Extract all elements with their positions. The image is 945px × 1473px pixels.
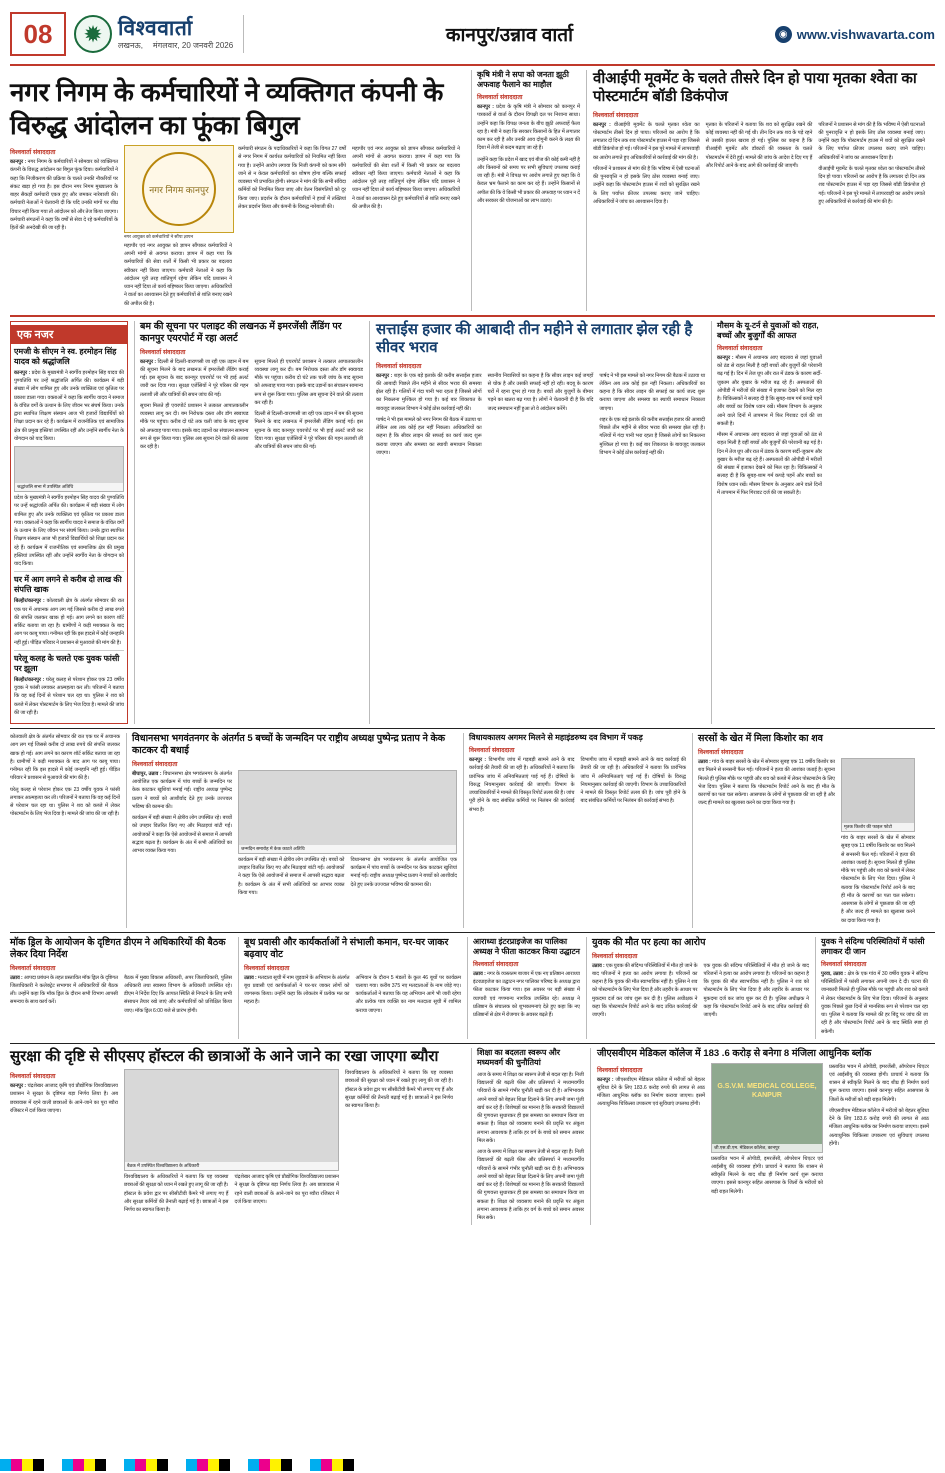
cyan-swatch xyxy=(0,1459,11,1471)
youth-death-text-2: एक युवक की संदिग्ध परिस्थितियों में मौत हो जाने के बाद परिजनों ने हत्या का आरोप लगाया है। परिजनों का कहना है कि युवक की मौत स्वाभाविक नहीं है। पुलिस ने शव को पोस्टमार्टम के लिए भेज दिया है और तहरीर के आधार पर मुकदमा दर्ज कर जांच शुरू कर दी है। पुलिस अधीक्षक ने कहा कि पोस्टमार्टम रिपोर्ट आने के बाद उचित कार्रवाई की जाएगी। xyxy=(703,962,809,1019)
birthday-headline: विधानसभा भगवंतनगर के अंतर्गत 5 बच्चों के जन्मदिन पर राष्ट्रीय अध्यक्ष पुष्पेन्द्र प्रताप ने केक काटकर दी बधाई xyxy=(132,733,446,757)
sarson-text-1: गांव के बाहर सरसों के खेत में सोमवार सुबह एक 11 वर्षीय किशोर का शव मिलने से सनसनी फैल गई। परिजनों ने हत्या की आशंका जताई है। सूचना मिलते ही पुलिस मौके पर पहुंची और शव को कब्जे में लेकर पोस्टमार्टम के लिए भेज दिया। पुलिस ने बताया कि पोस्टमार्टम रिपोर्ट आने के बाद ही मौत के कारणों का पता चल सकेगा। आसपास के लोगों से पूछताछ की जा रही है और जल्द ही मामले का खुलासा करने का दावा किया गया है। xyxy=(698,759,835,807)
black-swatch xyxy=(343,1459,354,1471)
ek-nazar-headline-3: घरेलू कलह के चलते एक युवक फांसी पर झूला xyxy=(14,653,120,673)
left-filler-text-2: घरेलू कलह से परेशान होकर एक 23 वर्षीय युवक ने फांसी लगाकर आत्महत्या कर ली। परिजनों ने बताया कि वह कई दिनों से परेशान चल रहा था। पुलिस ने शव को कब्जे में लेकर पोस्टमार्टम के लिए भेज दिया है। मामले की जांच की जा रही है। xyxy=(10,786,120,818)
birthday-text-1b: कार्यक्रम में बड़ी संख्या में क्षेत्रीय लोग उपस्थित रहे। बच्चों को उपहार वितरित किए गए और मिठाइयां बांटी गईं। आयोजकों ने कहा कि ऐसे आयोजनों से समाज में आपसी सद्भाव बढ़ता है। कार्यक्रम के अंत में सभी अतिथियों का आभार व्यक्त किया गया। xyxy=(132,815,232,855)
ek-nazar-item-3 xyxy=(14,654,124,717)
page-number: 08 xyxy=(10,12,66,56)
article-vibhag xyxy=(463,733,686,928)
krishi-byline: विश्ववार्ता संवाददाता xyxy=(477,94,523,101)
birthday-photo xyxy=(238,770,457,854)
magenta-swatch xyxy=(11,1459,22,1471)
hostel-text-4: विश्वविद्यालय के अधिकारियों ने बताया कि यह व्यवस्था छात्राओं की सुरक्षा को ध्यान में रखते हुए लागू की जा रही है। हॉस्टल के प्रवेश द्वार पर सीसीटीवी कैमरे भी लगाए गए हैं और सुरक्षा कर्मियों की तैनाती बढ़ाई गई है। छात्राओं ने इस निर्णय का स्वागत किया है। xyxy=(345,1070,453,1110)
magenta-swatch xyxy=(197,1459,208,1471)
black-swatch xyxy=(33,1459,44,1471)
lead-text-col2b: महापौर एवं नगर आयुक्त को ज्ञापन सौंपकर कर्मचारियों ने अपनी मांगों से अवगत कराया। ज्ञापन में कहा गया कि कर्मचारियों की सेवा शर्तों में किसी भी प्रकार का बदलाव स्वीकार नहीं किया जाएगा। कर्मचारी नेताओं ने कहा कि आंदोलन पूरी तरह शांतिपूर्ण रहेगा लेकिन यदि प्रशासन ने ध्यान नहीं दिया तो कार्य बहिष्कार किया जाएगा। अधिकारियों ने वार्ता का आश्वासन देते हुए कर्मचारियों से शांति बनाए रखने की अपील की है। xyxy=(124,242,232,307)
website-url: www.vishwavarta.com xyxy=(796,26,935,42)
yellow-swatch xyxy=(22,1459,33,1471)
vibhag-text-1: विभागीय जांच में गड़बड़ी सामने आने के बाद कार्रवाई की तैयारी की जा रही है। अधिकारियों ने बताया कि प्रारंभिक जांच में अनियमितताएं पाई गई हैं। दोषियों के विरुद्ध नियमानुसार कार्रवाई की जाएगी। विभाग के उच्चाधिकारियों ने मामले की विस्तृत रिपोर्ट तलब की है। जांच पूरी होने के बाद संबंधित कर्मियों पर निलंबन की कार्रवाई संभव है। xyxy=(469,757,575,813)
row-three xyxy=(10,733,935,928)
mausam-byline: विश्ववार्ता संवाददाता xyxy=(717,344,763,352)
sarson-byline: विश्ववार्ता संवाददाता xyxy=(698,749,744,757)
ek-nazar-text-3: घरेलू कलह से परेशान होकर एक 23 वर्षीय युवक ने फांसी लगाकर आत्महत्या कर ली। परिजनों ने बताया कि वह कई दिनों से परेशान चल रहा था। पुलिस ने शव को कब्जे में लेकर पोस्टमार्टम के लिए भेज दिया है। मामले की जांच की जा रही है। xyxy=(14,676,124,716)
krishi-text-1: प्रदेश के कृषि मंत्री ने सोमवार को कानपुर में पत्रकारों से वार्ता के दौरान विपक्षी दल पर निशाना साधा। उन्होंने कहा कि विपक्ष जनता के बीच झूठी अफवाहें फैला रहा है। मंत्री ने कहा कि सरकार किसानों के हित में लगातार काम कर रही है और उनकी आय दोगुनी करने के लक्ष्य की दिशा में तेजी से कदम बढ़ाए जा रहे हैं। xyxy=(477,104,580,152)
hostel-text-1: चंद्रशेखर आजाद कृषि एवं प्रौद्योगिक विश्वविद्यालय प्रशासन ने सुरक्षा के दृष्टिगत बड़ा निर्णय लिया है। अब छात्रावास में रहने वाली छात्राओं के आने-जाने का पूरा ब्यौरा रजिस्टर में दर्ज किया जाएगा। xyxy=(10,1083,118,1114)
vibhag-text-2: विभागीय जांच में गड़बड़ी सामने आने के बाद कार्रवाई की तैयारी की जा रही है। अधिकारियों ने बताया कि प्रारंभिक जांच में अनियमितताएं पाई गई हैं। दोषियों के विरुद्ध नियमानुसार कार्रवाई की जाएगी। विभाग के उच्चाधिकारियों ने मामले की विस्तृत रिपोर्ट तलब की है। जांच पूरी होने के बाद संबंधित कर्मियों पर निलंबन की कार्रवाई संभव है। xyxy=(580,757,686,805)
magenta-swatch xyxy=(73,1459,84,1471)
ek-nazar-text-2: कोतवाली क्षेत्र के अंतर्गत सोमवार की रात एक घर में अचानक आग लग गई जिससे करीब दो लाख रुपये की संपत्ति जलकर खाक हो गई। आग लगने का कारण शॉर्ट सर्किट बताया जा रहा है। ग्रामीणों ने कड़ी मशक्कत के बाद आग पर काबू पाया। गनीमत रही कि इस हादसे में कोई जनहानि नहीं हुई। पीड़ित परिवार ने प्रशासन से मुआवजे की मांग की है। xyxy=(14,598,124,646)
suicide-dateline: पुरवा, उन्नाव : xyxy=(821,970,846,977)
article-lead xyxy=(10,70,465,311)
sewer-headline: सत्ताईस हजार की आबादी तीन महीने से लगातार झेल रही है सीवर भराव xyxy=(376,320,693,357)
hostel-byline: विश्ववार्ता संवाददाता xyxy=(10,1073,56,1081)
column-left-filler xyxy=(10,733,120,928)
ek-nazar-text-1b: प्रदेश के मुख्यमंत्री ने स्वर्गीय हरमोहन सिंह यादव की पुण्यतिथि पर उन्हें श्रद्धांजलि अर्पित की। कार्यक्रम में बड़ी संख्या में लोग शामिल हुए और उनके व्यक्तित्व एवं कृतित्व पर प्रकाश डाला गया। वक्ताओं ने कहा कि स्वर्गीय यादव ने समाज के वंचित वर्गों के उत्थान के लिए जीवन भर संघर्ष किया। उनके द्वारा स्थापित शिक्षण संस्थान आज भी हजारों विद्यार्थियों को शिक्षा प्रदान कर रहे हैं। कार्यक्रम में राजनीतिक एवं सामाजिक क्षेत्र की प्रमुख हस्तियां उपस्थित रहीं और उन्होंने स्वर्गीय नेता के योगदान को याद किया। xyxy=(14,495,124,568)
booth-text-1: मतदाता सूची में नाम जुड़वाने के अभियान के अंतर्गत बूथ प्रवासी एवं कार्यकर्ताओं ने घर-घर जाकर लोगों को जागरूक किया। उन्होंने कहा कि लोकतंत्र में प्रत्येक मत का महत्व है। xyxy=(244,974,350,1006)
sewer-text-3: पार्षद ने भी इस मामले को नगर निगम की बैठक में उठाया था लेकिन अब तक कोई हल नहीं निकला। अधिकारियों का कहना है कि सीवर लाइन की सफाई का कार्य जल्द शुरू कराया जाएगा और समस्या का स्थायी समाधान निकाला जाएगा। xyxy=(599,372,706,412)
yellow-swatch xyxy=(270,1459,281,1471)
sewer-dateline: कानपुर : xyxy=(376,372,393,379)
suicide-byline: विश्ववार्ता संवाददाता xyxy=(821,960,867,968)
sewer-text-1b: पार्षद ने भी इस मामले को नगर निगम की बैठक में उठाया था लेकिन अब तक कोई हल नहीं निकला। अधिकारियों का कहना है कि सीवर लाइन की सफाई का कार्य जल्द शुरू कराया जाएगा और समस्या का स्थायी समाधान निकाला जाएगा। xyxy=(376,416,482,456)
youth-death-headline: युवक की मौत पर हत्या का आरोप xyxy=(592,936,706,948)
ek-nazar-label: एक नजर xyxy=(11,325,127,344)
lead-text-col2: कर्मचारी संगठन के पदाधिकारियों ने कहा कि विगत 27 वर्षों से नगर निगम में कार्यरत कर्मचारियों को नियमित नहीं किया गया है। उन्होंने आरोप लगाया कि निजी कंपनी को काम सौंपे जाने से न केवल कर्मचारियों का शोषण होगा बल्कि सफाई व्यवस्था भी प्रभावित होगी। संगठन ने मांग की कि सभी संविदा कर्मियों को नियमित किया जाए और वेतन विसंगतियों को दूर किया जाए। प्रदर्शन के दौरान कर्मचारियों ने हाथों में तख्तियां लेकर प्रदर्शन किया और कंपनी के विरुद्ध नारेबाजी की। xyxy=(238,146,346,210)
row-four xyxy=(10,937,935,1039)
black-swatch xyxy=(95,1459,106,1471)
youth-death-text-1: एक युवक की संदिग्ध परिस्थितियों में मौत हो जाने के बाद परिजनों ने हत्या का आरोप लगाया है। परिजनों का कहना है कि युवक की मौत स्वाभाविक नहीं है। पुलिस ने शव को पोस्टमार्टम के लिए भेज दिया है और तहरीर के आधार पर मुकदमा दर्ज कर जांच शुरू कर दी है। पुलिस अधीक्षक ने कहा कि पोस्टमार्टम रिपोर्ट आने के बाद उचित कार्रवाई की जाएगी। xyxy=(592,962,698,1019)
mausam-text: मौसम में अचानक आए बदलाव से जहां युवाओं को ठंड से राहत मिली है वहीं बच्चों और बुजुर्गों की परेशानी बढ़ गई है। दिन में तेज धूप और रात में ठंडक के कारण सर्दी-जुकाम और बुखार के मरीज बढ़ रहे हैं। अस्पतालों की ओपीडी में मरीजों की संख्या में इजाफा देखने को मिल रहा है। चिकित्सकों ने सलाह दी है कि सुबह-शाम गर्म कपड़े पहनें और बच्चों का विशेष ध्यान रखें। मौसम विभाग के अनुसार आने वाले दिनों में तापमान में फिर गिरावट दर्ज की जा सकती है। xyxy=(717,354,822,427)
newspaper-logo xyxy=(74,15,244,53)
article-education xyxy=(471,1048,584,1226)
cmyk-group-4 xyxy=(186,1459,230,1473)
gsvm-text-1: जीएसवीएम मेडिकल कॉलेज में मरीजों को बेहतर सुविधा देने के लिए 183.6 करोड़ रुपये की लागत से आठ मंजिला आधुनिक ब्लॉक का निर्माण कराया जाएगा। इसमें अत्याधुनिक चिकित्सा उपकरण एवं सुविधाएं उपलब्ध होंगी। xyxy=(597,1076,705,1108)
ek-nazar-box xyxy=(10,321,128,724)
gsvm-photo-caption: जी.एस.वी.एम. मेडिकल कॉलेज, कानपुर xyxy=(712,1144,822,1152)
cyan-swatch xyxy=(310,1459,321,1471)
krishi-headline: कृषि मंत्री ने सपा को जनता झूठी अफवाह फैलाने का माहौल xyxy=(477,70,569,89)
ek-nazar-headline-2: घर में आग लगने से करीब दो लाख की संपत्ति खाक xyxy=(14,575,122,595)
ek-nazar-photo-1 xyxy=(14,446,124,492)
article-suicide xyxy=(815,937,928,1039)
article-youth-death xyxy=(586,937,809,1039)
emblem-label: नगर निगम कानपुर xyxy=(149,184,209,195)
cyan-swatch xyxy=(248,1459,259,1471)
masthead xyxy=(10,8,935,66)
gsvm-byline: विश्ववार्ता संवाददाता xyxy=(597,1066,643,1074)
article-gsvm xyxy=(590,1048,929,1226)
article-booth xyxy=(238,937,461,1039)
gsvm-text-4: जीएसवीएम मेडिकल कॉलेज में मरीजों को बेहतर सुविधा देने के लिए 183.6 करोड़ रुपये की लागत से आठ मंजिला आधुनिक ब्लॉक का निर्माण कराया जाएगा। इसमें अत्याधुनिक चिकित्सा उपकरण एवं सुविधाएं उपलब्ध होंगी। xyxy=(829,1107,929,1147)
shweta-dateline: कानपुर : xyxy=(593,121,611,128)
hostel-dateline: कानपुर : xyxy=(10,1083,27,1090)
article-mock-drill xyxy=(10,937,232,1039)
lead-dateline: कानपुर : xyxy=(10,159,27,165)
article-krishi-mantri xyxy=(471,70,580,311)
shweta-headline: वीआईपी मूवमेंट के चलते तीसरे दिन हो पाया मृतका श्वेता का पोस्टमार्टम बॉडी डिकंपोज xyxy=(593,70,917,106)
sewer-text-1: शहर के एक बड़े इलाके की करीब सत्ताईस हजार की आबादी पिछले तीन महीने से सीवर भराव की समस्या झेल रही है। गलियों में गंदा पानी भरा रहता है जिससे लोगों का निकलना मुश्किल हो गया है। कई बार शिकायत के बावजूद जलकल विभाग ने कोई ठोस कार्रवाई नहीं की। xyxy=(376,372,482,412)
sarson-text-2: गांव के बाहर सरसों के खेत में सोमवार सुबह एक 11 वर्षीय किशोर का शव मिलने से सनसनी फैल गई। परिजनों ने हत्या की आशंका जताई है। सूचना मिलते ही पुलिस मौके पर पहुंची और शव को कब्जे में लेकर पोस्टमार्टम के लिए भेज दिया। पुलिस ने बताया कि पोस्टमार्टम रिपोर्ट आने के बाद ही मौत के कारणों का पता चल सकेगा। आसपास के लोगों से पूछताछ की जा रही है और जल्द ही मामले का खुलासा करने का दावा किया गया है। xyxy=(841,835,915,924)
cmyk-group-6 xyxy=(310,1459,354,1473)
shweta-text-1b: परिजनों ने प्रशासन से मांग की है कि भविष्य में ऐसी घटनाओं की पुनरावृत्ति न हो इसके लिए ठोस व्यवस्था बनाई जाए। उन्होंने कहा कि पोस्टमार्टम हाउस में शवों को सुरक्षित रखने के लिए पर्याप्त फ्रीजर उपलब्ध कराए जाने चाहिए। अधिकारियों ने जांच का आश्वासन दिया है। xyxy=(593,165,700,205)
cmyk-group-3 xyxy=(124,1459,168,1473)
left-filler-text: कोतवाली क्षेत्र के अंतर्गत सोमवार की रात एक घर में अचानक आग लग गई जिससे करीब दो लाख रुपये की संपत्ति जलकर खाक हो गई। आग लगने का कारण शॉर्ट सर्किट बताया जा रहा है। ग्रामीणों ने कड़ी मशक्कत के बाद आग पर काबू पाया। गनीमत रही कि इस हादसे में कोई जनहानि नहीं हुई। पीड़ित परिवार ने प्रशासन से मुआवजे की मांग की है। xyxy=(10,734,120,782)
sewer-text-3b: शहर के एक बड़े इलाके की करीब सत्ताईस हजार की आबादी पिछले तीन महीने से सीवर भराव की समस्या झेल रही है। गलियों में गंदा पानी भरा रहता है जिससे लोगों का निकलना मुश्किल हो गया है। कई बार शिकायत के बावजूद जलकल विभाग ने कोई ठोस कार्रवाई नहीं की। xyxy=(599,416,706,456)
hostel-photo-caption: बैठक में उपस्थित विश्वविद्यालय के अधिकारी xyxy=(125,1162,338,1170)
cmyk-group-5 xyxy=(248,1459,292,1473)
article-shweta-postmortem xyxy=(586,70,925,311)
shweta-text-3: परिजनों ने प्रशासन से मांग की है कि भविष्य में ऐसी घटनाओं की पुनरावृत्ति न हो इसके लिए ठोस व्यवस्था बनाई जाए। उन्होंने कहा कि पोस्टमार्टम हाउस में शवों को सुरक्षित रखने के लिए पर्याप्त फ्रीजर उपलब्ध कराए जाने चाहिए। अधिकारियों ने जांच का आश्वासन दिया है। xyxy=(818,121,926,161)
sarson-dateline: उन्नाव : xyxy=(698,759,711,766)
vibhag-headline: विधायकालय अगमर मिलने से महाइंडरुष्य दव विभाग में पकड़ xyxy=(469,733,643,743)
education-headline: शिक्षा का बदलता स्वरूप और मध्यमवर्ग की चुनौतियां xyxy=(477,1047,561,1067)
article-hostel xyxy=(10,1048,465,1226)
yellow-swatch xyxy=(332,1459,343,1471)
logo-date: मंगलवार, 20 जनवरी 2026 xyxy=(152,41,234,50)
cyan-swatch xyxy=(124,1459,135,1471)
article-birthday xyxy=(126,733,457,928)
booth-headline: बूथ प्रवासी और कार्यकर्ताओं ने संभाली कमान, घर-घर जाकर बढ़वाए वोट xyxy=(244,936,449,960)
aaraya-byline: विश्ववार्ता संवाददाता xyxy=(473,960,519,968)
education-text: आज के समय में शिक्षा का स्वरूप तेजी से बदल रहा है। निजी विद्यालयों की बढ़ती फीस और प्रतिस्पर्धा ने मध्यमवर्गीय परिवारों के सामने गंभीर चुनौती खड़ी कर दी है। अभिभावक अपने बच्चों को बेहतर शिक्षा दिलाने के लिए अपनी जमा पूंजी खर्च कर रहे हैं। विशेषज्ञों का मानना है कि सरकारी विद्यालयों की गुणवत्ता सुधारकर ही इस समस्या का समाधान किया जा सकता है। शिक्षा को व्यवसाय बनाने की प्रवृत्ति पर अंकुश लगाना आवश्यक है ताकि हर वर्ग के बच्चे को समान अवसर मिल सके। xyxy=(477,1071,584,1144)
article-sewer xyxy=(369,321,705,724)
article-mausam xyxy=(711,321,822,724)
mock-drill-text-1: आपदा प्रबंधन के तहत प्रस्तावित मॉक ड्रिल के दृष्टिगत जिलाधिकारी ने कलेक्ट्रेट सभागार में अधिकारियों की बैठक ली। उन्होंने कहा कि मॉक ड्रिल के दौरान सभी विभाग आपसी समन्वय के साथ कार्य करें। xyxy=(10,974,118,1006)
mock-drill-headline: मॉक ड्रिल के आयोजन के दृष्टिगत डीएम ने अधिकारियों की बैठक लेकर दिया निर्देश xyxy=(10,936,226,960)
cmyk-group-1 xyxy=(0,1459,44,1473)
lead-photo-caption: नगर आयुक्त को कर्मचारियों ने सौंपा ज्ञापन xyxy=(124,234,194,239)
booth-text-2: अभियान के दौरान 5 मंडलों के कुल 46 बूथों पर कार्यक्रम चलाया गया। करीब 375 नए मतदाताओं के नाम जोड़े गए। कार्यकर्ताओं ने बताया कि यह अभियान आगे भी जारी रहेगा और प्रत्येक पात्र व्यक्ति का नाम मतदाता सूची में शामिल कराया जाएगा। xyxy=(355,974,461,1014)
bomb-text-1: दिल्ली से दिल्ली-वाराणसी जा रही एक उड़ान में बम की सूचना मिलने के बाद लखनऊ में इमरजेंसी लैंडिंग कराई गई। इस सूचना के बाद कानपुर एयरपोर्ट पर भी हाई अलर्ट जारी कर दिया गया। सुरक्षा एजेंसियों ने पूरे परिसर की गहन तलाशी ली और यात्रियों की सघन जांच की गई। xyxy=(140,358,249,398)
sarson-photo xyxy=(841,758,915,832)
ek-nazar-item-1 xyxy=(14,347,124,569)
shweta-text-1: वीआईपी मूवमेंट के चलते मृतका श्वेता का पोस्टमार्टम तीसरे दिन हो पाया। परिजनों का आरोप है कि लगातार दो दिन तक शव पोस्टमार्टम हाउस में पड़ा रहा जिससे बॉडी डिकंपोज हो गई। परिजनों ने इस पूरे मामले में लापरवाही का आरोप लगाते हुए अधिकारियों से कार्रवाई की मांग की है। xyxy=(593,121,700,161)
cyan-swatch xyxy=(62,1459,73,1471)
color-registration-bar xyxy=(0,1459,945,1473)
krishi-text-2: उन्होंने कहा कि प्रदेश में खाद एवं बीज की कोई कमी नहीं है और किसानों को समय पर सभी सुविधाएं उपलब्ध कराई जा रही हैं। मंत्री ने विपक्ष पर आरोप लगाते हुए कहा कि वे केवल भ्रम फैलाने का काम कर रहे हैं। उन्होंने किसानों से अपील की कि वे किसी भी प्रकार की अफवाह पर ध्यान न दें और सरकार की योजनाओं का लाभ उठाएं। xyxy=(477,156,580,204)
sarson-headline: सरसों के खेत में मिला किशोर का शव xyxy=(698,733,823,745)
article-sarson xyxy=(692,733,915,928)
ek-nazar-dateline-1: कानपुर : xyxy=(14,369,31,376)
shweta-text-3b: वीआईपी मूवमेंट के चलते मृतका श्वेता का पोस्टमार्टम तीसरे दिन हो पाया। परिजनों का आरोप है कि लगातार दो दिन तक शव पोस्टमार्टम हाउस में पड़ा रहा जिससे बॉडी डिकंपोज हो गई। परिजनों ने इस पूरे मामले में लापरवाही का आरोप लगाते हुए अधिकारियों से कार्रवाई की मांग की है। xyxy=(818,165,926,205)
booth-dateline: उन्नाव : xyxy=(244,974,257,981)
mock-drill-dateline: उन्नाव : xyxy=(10,974,23,981)
gsvm-photo-text: G.S.V.M. MEDICAL COLLEGE, KANPUR xyxy=(717,1082,817,1099)
mausam-dateline: कानपुर : xyxy=(717,354,734,361)
youth-death-dateline: उन्नाव : xyxy=(592,962,605,969)
gsvm-text-2: प्रस्तावित भवन में ओपीडी, इमरजेंसी, ऑपरेशन थिएटर एवं आईसीयू की व्यवस्था होगी। प्राचार्य ने बताया कि शासन से स्वीकृति मिलने के बाद शीघ्र ही निर्माण कार्य शुरू कराया जाएगा। इससे कानपुर सहित आसपास के जिलों के मरीजों को बड़ी राहत मिलेगी। xyxy=(711,1155,823,1195)
cmyk-group-2 xyxy=(62,1459,106,1473)
birthday-text-1: विधानसभा क्षेत्र भगवंतनगर के अंतर्गत आयोजित एक कार्यक्रम में पांच बच्चों के जन्मदिन पर केक काटकर खुशियां मनाई गईं। राष्ट्रीय अध्यक्ष पुष्पेन्द्र प्रताप ने बच्चों को आशीर्वाद देते हुए उनके उज्ज्वल भविष्य की कामना की। xyxy=(132,770,232,810)
ek-nazar-text-1: प्रदेश के मुख्यमंत्री ने स्वर्गीय हरमोहन सिंह यादव की पुण्यतिथि पर उन्हें श्रद्धांजलि अर्पित की। कार्यक्रम में बड़ी संख्या में लोग शामिल हुए और उनके व्यक्तित्व एवं कृतित्व पर प्रकाश डाला गया। वक्ताओं ने कहा कि स्वर्गीय यादव ने समाज के वंचित वर्गों के उत्थान के लिए जीवन भर संघर्ष किया। उनके द्वारा स्थापित शिक्षण संस्थान आज भी हजारों विद्यार्थियों को शिक्षा प्रदान कर रहे हैं। कार्यक्रम में राजनीतिक एवं सामाजिक क्षेत्र की प्रमुख हस्तियां उपस्थित रहीं और उन्होंने स्वर्गीय नेता के योगदान को याद किया। xyxy=(14,369,124,442)
gsvm-headline: जीएसवीएम मेडिकल कॉलेज में 183 .6 करोड़ से बनेगा 8 मंजिला आधुनिक ब्लॉक xyxy=(597,1047,872,1059)
black-swatch xyxy=(281,1459,292,1471)
ek-nazar-dateline-3: बिल्हौर/कानपुर : xyxy=(14,676,45,683)
birthday-byline: विश्ववार्ता संवाददाता xyxy=(132,760,178,768)
lead-headline: नगर निगम के कर्मचारियों ने व्यक्तिगत कंपनी के विरुद्ध आंदोलन का फूंका बिगुल xyxy=(10,77,444,140)
magenta-swatch xyxy=(321,1459,332,1471)
aaraya-text: नगर के व्यस्ततम बाजार में एक नए प्रतिष्ठान आराध्या इंटरप्राइजेज का उद्घाटन नगर पालिका परिषद के अध्यक्ष द्वारा फीता काटकर किया गया। इस अवसर पर बड़ी संख्या में व्यापारी एवं गणमान्य नागरिक उपस्थित रहे। अध्यक्ष ने प्रतिष्ठान के संचालक को शुभकामनाएं देते हुए कहा कि नए प्रतिष्ठानों से क्षेत्र में रोजगार के अवसर बढ़ते हैं। xyxy=(473,970,580,1019)
birthday-text-2: कार्यक्रम में बड़ी संख्या में क्षेत्रीय लोग उपस्थित रहे। बच्चों को उपहार वितरित किए गए और मिठाइयां बांटी गईं। आयोजकों ने कहा कि ऐसे आयोजनों से समाज में आपसी सद्भाव बढ़ता है। कार्यक्रम के अंत में सभी अतिथियों का आभार व्यक्त किया गया। xyxy=(238,856,345,896)
logo-title: विश्ववार्ता xyxy=(118,17,193,40)
sarson-photo-caption: मृतक किशोर की फाइल फोटो xyxy=(842,823,914,831)
bomb-text-2b: दिल्ली से दिल्ली-वाराणसी जा रही एक उड़ान में बम की सूचना मिलने के बाद लखनऊ में इमरजेंसी लैंडिंग कराई गई। इस सूचना के बाद कानपुर एयरपोर्ट पर भी हाई अलर्ट जारी कर दिया गया। सुरक्षा एजेंसियों ने पूरे परिसर की गहन तलाशी ली और यात्रियों की सघन जांच की गई। xyxy=(254,411,363,451)
black-swatch xyxy=(219,1459,230,1471)
aaraya-dateline: उन्नाव : xyxy=(473,970,486,977)
mock-drill-byline: विश्ववार्ता संवाददाता xyxy=(10,964,56,972)
aaraya-headline: आराध्या इंटरप्राइजेज का पालिका अध्यक्ष ने फीता काटकर किया उद्घाटन xyxy=(473,936,580,956)
row-top xyxy=(10,70,935,311)
bomb-headline: बम की सूचना पर पलाइट की लखनऊ में इमरजेंसी लैंडिंग पर कानपुर एयरपोर्ट में रहा अलर्ट xyxy=(140,320,342,344)
globe-icon: ◉ xyxy=(775,26,792,43)
magenta-swatch xyxy=(135,1459,146,1471)
gsvm-text-3: प्रस्तावित भवन में ओपीडी, इमरजेंसी, ऑपरेशन थिएटर एवं आईसीयू की व्यवस्था होगी। प्राचार्य ने बताया कि शासन से स्वीकृति मिलने के बाद शीघ्र ही निर्माण कार्य शुरू कराया जाएगा। इससे कानपुर सहित आसपास के जिलों के मरीजों को बड़ी राहत मिलेगी। xyxy=(829,1063,929,1103)
sewer-text-2: स्थानीय निवासियों का कहना है कि सीवर लाइन कई जगहों से चोक है और उसकी सफाई नहीं हो रही। बदबू के कारण घरों में रहना दूभर हो गया है। बच्चों और बुजुर्गों के बीमार पड़ने का खतरा बढ़ गया है। लोगों ने चेतावनी दी है कि यदि जल्द समाधान नहीं हुआ तो वे आंदोलन करेंगे। xyxy=(487,372,594,412)
mausam-headline: मौसम के यू-टर्न से युवाओं को राहत, बच्चों और बुजुर्गों की आफत xyxy=(717,320,819,340)
lead-text-col1: नगर निगम के कर्मचारियों ने सोमवार को व्यक्तिगत कंपनी के विरुद्ध आंदोलन का बिगुल फूंक दिया। कर्मचारियों ने कहा कि निजीकरण की प्रक्रिया के चलते उनकी नौकरियों पर संकट खड़ा हो गया है। इस दौरान नगर निगम मुख्यालय के बाहर सैकड़ों कर्मचारी एकत्र हुए और जमकर नारेबाजी की। कर्मचारी नेताओं ने चेतावनी दी कि यदि उनकी मांगों पर शीघ्र विचार नहीं किया गया तो आंदोलन को और तेज किया जाएगा। कर्मचारी संगठनों ने कहा कि वर्षों से सेवा दे रहे कर्मचारियों के हितों की अनदेखी की जा रही है। xyxy=(10,159,118,231)
gsvm-dateline: कानपुर : xyxy=(597,1076,614,1083)
website-link[interactable] xyxy=(775,26,935,43)
yellow-swatch xyxy=(146,1459,157,1471)
vibhag-byline: विश्ववार्ता संवाददाता xyxy=(469,747,515,755)
hostel-text-2: विश्वविद्यालय के अधिकारियों ने बताया कि यह व्यवस्था छात्राओं की सुरक्षा को ध्यान में रखते हुए लागू की जा रही है। हॉस्टल के प्रवेश द्वार पर सीसीटीवी कैमरे भी लगाए गए हैं और सुरक्षा कर्मियों की तैनाती बढ़ाई गई है। छात्राओं ने इस निर्णय का स्वागत किया है। xyxy=(124,1174,229,1214)
bomb-text-2: सूचना मिलते ही एयरपोर्ट प्रशासन ने तत्काल आपातकालीन व्यवस्था लागू कर दी। बम निरोधक दस्ता और डॉग स्क्वायड मौके पर पहुंचा। करीब दो घंटे तक चली जांच के बाद सूचना को अफवाह पाया गया। इसके बाद उड़ानों का संचालन सामान्य रूप से शुरू किया गया। पुलिस अब सूचना देने वाले की तलाश कर रही है। xyxy=(254,358,363,406)
mock-drill-text-2: बैठक में मुख्य विकास अधिकारी, अपर जिलाधिकारी, पुलिस अधिकारी तथा स्वास्थ्य विभाग के अधिकारी उपस्थित रहे। डीएम ने निर्देश दिए कि आपात स्थिति से निपटने के लिए सभी संसाधन तैयार रखे जाएं और कर्मचारियों को प्रशिक्षित किया जाए। मॉक ड्रिल 6:00 बजे से प्रारंभ होगी। xyxy=(124,974,232,1014)
ek-nazar-dateline-2: बिल्हौर/कानपुर : xyxy=(14,598,45,605)
peacock-logo-icon: ✹ xyxy=(74,15,112,53)
lead-byline: विश्ववार्ता संवाददाता xyxy=(10,149,56,156)
row-middle xyxy=(10,321,935,724)
article-bomb-alert xyxy=(134,321,363,724)
suicide-headline: युवक ने संदिग्ध परिस्थितियों में फांसी लगाकर दी जान xyxy=(821,936,925,956)
hostel-headline: सुरक्षा की दृष्टि से सीएसए हॉस्टल की छात्राओं के आने जाने का रखा जाएगा ब्यौरा xyxy=(10,1047,439,1065)
municipal-emblem-photo xyxy=(124,145,234,233)
emblem-icon xyxy=(142,152,216,226)
ek-nazar-item-2 xyxy=(14,575,124,647)
krishi-dateline: कानपुर : xyxy=(477,104,494,110)
shweta-text-2: मृतका के परिजनों ने बताया कि शव को सुरक्षित रखने की कोई व्यवस्था नहीं की गई थी। तीन दिन तक शव के पड़े रहने से उसकी हालत खराब हो गई। पुलिस का कहना है कि वीआईपी मूवमेंट और डॉक्टरों की व्यस्तता के चलते पोस्टमार्टम में देरी हुई। मामले की जांच के आदेश दे दिए गए हैं और रिपोर्ट आने के बाद आगे की कार्रवाई की जाएगी। xyxy=(705,121,813,169)
education-text-2: आज के समय में शिक्षा का स्वरूप तेजी से बदल रहा है। निजी विद्यालयों की बढ़ती फीस और प्रतिस्पर्धा ने मध्यमवर्गीय परिवारों के सामने गंभीर चुनौती खड़ी कर दी है। अभिभावक अपने बच्चों को बेहतर शिक्षा दिलाने के लिए अपनी जमा पूंजी खर्च कर रहे हैं। विशेषज्ञों का मानना है कि सरकारी विद्यालयों की गुणवत्ता सुधारकर ही इस समस्या का समाधान किया जा सकता है। शिक्षा को व्यवसाय बनाने की प्रवृत्ति पर अंकुश लगाना आवश्यक है ताकि हर वर्ग के बच्चे को समान अवसर मिल सके। xyxy=(477,1149,584,1222)
bomb-dateline: कानपुर : xyxy=(140,358,157,365)
shweta-byline: विश्ववार्ता संवाददाता xyxy=(593,111,639,119)
lead-text-col3: महापौर एवं नगर आयुक्त को ज्ञापन सौंपकर कर्मचारियों ने अपनी मांगों से अवगत कराया। ज्ञापन में कहा गया कि कर्मचारियों की सेवा शर्तों में किसी भी प्रकार का बदलाव स्वीकार नहीं किया जाएगा। कर्मचारी नेताओं ने कहा कि आंदोलन पूरी तरह शांतिपूर्ण रहेगा लेकिन यदि प्रशासन ने ध्यान नहीं दिया तो कार्य बहिष्कार किया जाएगा। अधिकारियों ने वार्ता का आश्वासन देते हुए कर्मचारियों से शांति बनाए रखने की अपील की है। xyxy=(352,146,460,210)
ek-nazar-photo-caption-1: श्रद्धांजलि सभा में उपस्थित अतिथि xyxy=(15,483,123,491)
gsvm-photo xyxy=(711,1063,823,1153)
page-title: कानपुर/उन्नाव वार्ता xyxy=(445,25,574,46)
bomb-byline: विश्ववार्ता संवाददाता xyxy=(140,348,186,356)
booth-byline: विश्ववार्ता संवाददाता xyxy=(244,964,290,972)
mausam-text-2: मौसम में अचानक आए बदलाव से जहां युवाओं को ठंड से राहत मिली है वहीं बच्चों और बुजुर्गों की परेशानी बढ़ गई है। दिन में तेज धूप और रात में ठंडक के कारण सर्दी-जुकाम और बुखार के मरीज बढ़ रहे हैं। अस्पतालों की ओपीडी में मरीजों की संख्या में इजाफा देखने को मिल रहा है। चिकित्सकों ने सलाह दी है कि सुबह-शाम गर्म कपड़े पहनें और बच्चों का विशेष ध्यान रखें। मौसम विभाग के अनुसार आने वाले दिनों में तापमान में फिर गिरावट दर्ज की जा सकती है। xyxy=(717,432,822,496)
suicide-text: क्षेत्र के एक गांव में 30 वर्षीय युवक ने संदिग्ध परिस्थितियों में फांसी लगाकर अपनी जान दे दी। घटना की जानकारी मिलते ही पुलिस मौके पर पहुंची और शव को कब्जे में लेकर पोस्टमार्टम के लिए भेज दिया। परिजनों के अनुसार युवक पिछले कुछ दिनों से मानसिक रूप से परेशान चल रहा था। पुलिस ने बताया कि मामले की हर बिंदु पर जांच की जा रही है और पोस्टमार्टम रिपोर्ट आने के बाद स्थिति स्पष्ट हो सकेगी। xyxy=(821,970,928,1035)
birthday-dateline: बीघापुर, उन्नाव : xyxy=(132,770,162,777)
magenta-swatch xyxy=(259,1459,270,1471)
yellow-swatch xyxy=(84,1459,95,1471)
birthday-photo-caption: जन्मदिन समारोह में केक काटते अतिथि xyxy=(239,845,456,853)
birthday-text-3: विधानसभा क्षेत्र भगवंतनगर के अंतर्गत आयोजित एक कार्यक्रम में पांच बच्चों के जन्मदिन पर केक काटकर खुशियां मनाई गईं। राष्ट्रीय अध्यक्ष पुष्पेन्द्र प्रताप ने बच्चों को आशीर्वाद देते हुए उनके उज्ज्वल भविष्य की कामना की। xyxy=(350,856,457,888)
bomb-text-1b: सूचना मिलते ही एयरपोर्ट प्रशासन ने तत्काल आपातकालीन व्यवस्था लागू कर दी। बम निरोधक दस्ता और डॉग स्क्वायड मौके पर पहुंचा। करीब दो घंटे तक चली जांच के बाद सूचना को अफवाह पाया गया। इसके बाद उड़ानों का संचालन सामान्य रूप से शुरू किया गया। पुलिस अब सूचना देने वाले की तलाश कर रही है। xyxy=(140,402,249,451)
hostel-photo xyxy=(124,1069,339,1171)
article-aaraya xyxy=(467,937,580,1039)
hostel-text-3: चंद्रशेखर आजाद कृषि एवं प्रौद्योगिक विश्वविद्यालय प्रशासन ने सुरक्षा के दृष्टिगत बड़ा निर्णय लिया है। अब छात्रावास में रहने वाली छात्राओं के आने-जाने का पूरा ब्यौरा रजिस्टर में दर्ज किया जाएगा। xyxy=(234,1174,339,1205)
cyan-swatch xyxy=(186,1459,197,1471)
vibhag-dateline: कानपुर : xyxy=(469,757,487,764)
ek-nazar-headline-1: एमजी के सीएम ने स्व. हरमोहन सिंह यादव को श्रद्धांजलि xyxy=(14,346,117,366)
youth-death-byline: विश्ववार्ता संवाददाता xyxy=(592,952,638,960)
row-five xyxy=(10,1048,935,1226)
black-swatch xyxy=(157,1459,168,1471)
sewer-byline: विश्ववार्ता संवाददाता xyxy=(376,362,422,370)
yellow-swatch xyxy=(208,1459,219,1471)
logo-city: लखनऊ, xyxy=(118,41,143,50)
